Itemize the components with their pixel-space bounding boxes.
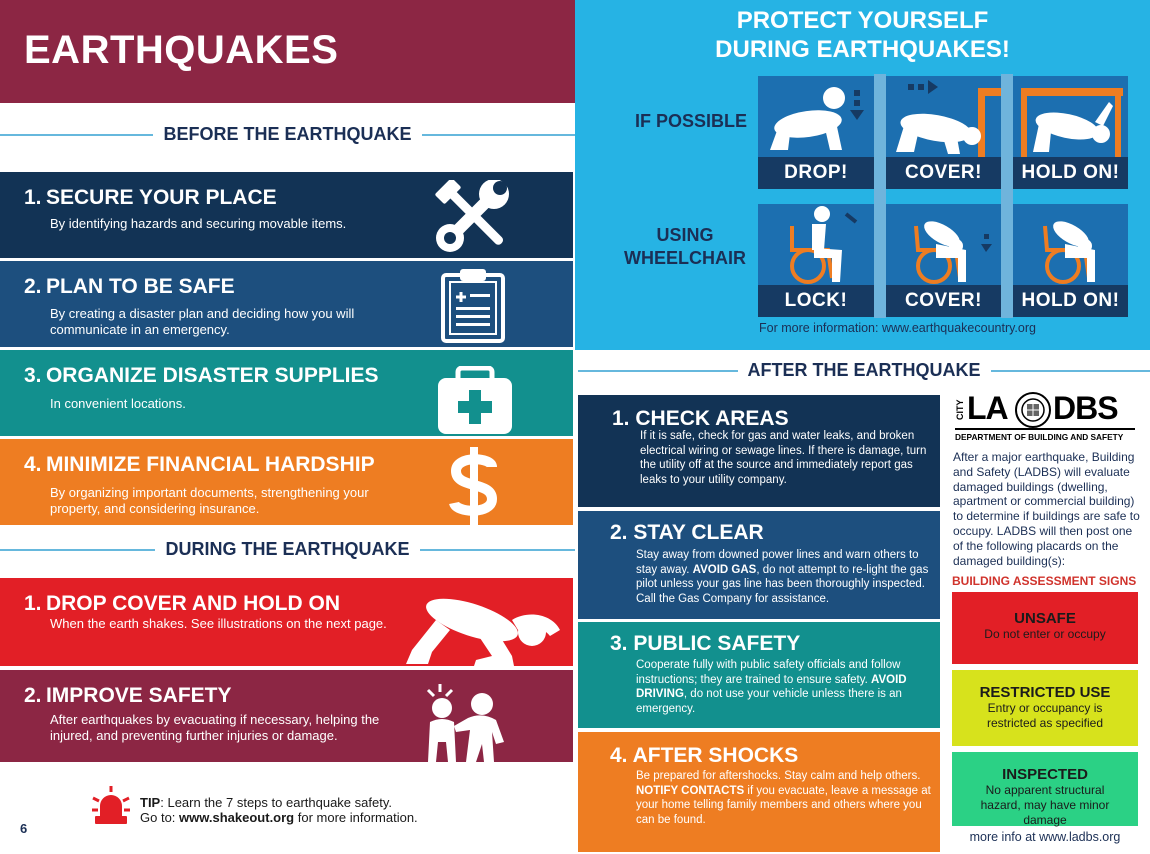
logo-dbs: DBS: [1053, 390, 1118, 426]
hold-on-wheelchair-illustration: [1013, 204, 1128, 286]
ladbs-text: After a major earthquake, Building and Safety (LADBS) will evaluate damaged buildings (dwelling, apartment or commercial building) to determine if buildings are safe to occupy. LADBS will then post one of the following placards on the damaged building(s):: [953, 450, 1140, 568]
drop-caption: DROP!: [758, 157, 874, 189]
hold-on-wheelchair-caption: HOLD ON!: [1013, 285, 1128, 317]
after-item-public-safety: [578, 622, 940, 728]
during-heading: DURING THE EARTHQUAKE: [155, 539, 419, 559]
lock-wheelchair-illustration: [758, 204, 874, 286]
tile-separator: [874, 74, 886, 318]
tip-label: TIP: [140, 795, 161, 810]
item-number: 4.: [24, 453, 42, 476]
row2-label-line1: USING: [656, 225, 714, 245]
ladbs-logo: [955, 392, 1135, 444]
logo-city: CITY: [955, 399, 965, 420]
tile-separator: [1001, 74, 1013, 318]
city-seal-icon: [1015, 392, 1051, 433]
item-title: PLAN TO BE SAFE: [45, 275, 235, 298]
cover-illustration: [886, 76, 1001, 158]
item-body: Stay away from downed power lines and warn others to stay away. AVOID GAS, do not attempt to re-light the gas pilot unless your gas line has been thoroughly inspected. Call the Gas Company for assistance.: [636, 549, 929, 606]
item-number: 1.: [612, 407, 630, 430]
item-title: PUBLIC SAFETY: [633, 632, 801, 655]
crouching-person-icon: [402, 590, 572, 671]
item-title: MINIMIZE FINANCIAL HARDSHIP: [45, 453, 375, 476]
before-item-secure: [0, 172, 573, 258]
hold-on-caption: HOLD ON!: [1013, 157, 1128, 189]
before-heading-wrap: [0, 124, 575, 145]
sign-desc: No apparent structural hazard, may have minor damage: [980, 783, 1110, 827]
item-title: DROP COVER AND HOLD ON: [45, 592, 340, 615]
protect-title-line2: DURING EARTHQUAKES!: [715, 36, 1010, 63]
protect-title-line1: PROTECT YOURSELF: [736, 7, 989, 34]
protect-more-info[interactable]: For more information: www.earthquakecountry.org: [759, 321, 1036, 335]
during-heading-wrap: [0, 539, 575, 560]
title-banner: [0, 0, 575, 103]
cover-caption: COVER!: [886, 157, 1001, 189]
item-number: 1.: [24, 592, 42, 615]
item-body: If it is safe, check for gas and water leaks, and broken electrical wiring or sewage lines. If there is damage, turn the utility off at the source and immediately report gas leaks to your utility company.: [640, 430, 927, 487]
logo-rule: [955, 428, 1135, 430]
signs-heading: BUILDING ASSESSMENT SIGNS: [952, 574, 1137, 588]
item-number: 3.: [610, 632, 628, 655]
cover-wheelchair-illustration: [886, 204, 1001, 286]
first-aid-kit-icon: [436, 366, 514, 441]
logo-subtitle: DEPARTMENT OF BUILDING AND SAFETY: [955, 432, 1124, 442]
item-number: 2.: [610, 521, 628, 544]
lock-caption: LOCK!: [758, 285, 874, 317]
during-item-improve: [0, 670, 573, 762]
item-title: CHECK AREAS: [635, 407, 789, 430]
before-heading: BEFORE THE EARTHQUAKE: [153, 124, 421, 144]
tip-text: [140, 795, 418, 825]
item-desc: By identifying hazards and securing movable items.: [50, 216, 347, 231]
siren-icon: [90, 786, 132, 831]
logo-la: LA: [967, 390, 1008, 426]
row2-label: [618, 224, 752, 270]
tools-icon: [430, 180, 520, 261]
sign-title: UNSAFE: [1014, 610, 1076, 627]
sign-title: RESTRICTED USE: [979, 684, 1111, 701]
sign-inspected: [952, 752, 1138, 826]
sign-title: INSPECTED: [1002, 766, 1088, 783]
before-item-supplies: [0, 350, 573, 436]
sign-unsafe: [952, 592, 1138, 664]
sign-desc: Entry or occupancy is restricted as specified: [986, 701, 1104, 730]
helping-person-icon: [420, 682, 520, 767]
item-title: IMPROVE SAFETY: [45, 684, 232, 707]
after-heading-wrap: [578, 360, 1150, 381]
sign-restricted: [952, 670, 1138, 746]
hold-on-illustration: [1013, 76, 1128, 158]
item-number: 1.: [24, 186, 42, 209]
after-item-check: [578, 395, 940, 507]
item-desc: When the earth shakes. See illustrations on the next page.: [50, 616, 387, 631]
tip-line2-post: for more information.: [294, 810, 418, 825]
item-title: ORGANIZE DISASTER SUPPLIES: [45, 364, 379, 387]
item-number: 2.: [24, 684, 42, 707]
item-body: Cooperate fully with public safety officials and follow instructions; they are trained to ensure safety. AVOID DRIVING, do not use your vehicle unless there is an emergency.: [636, 659, 907, 716]
item-number: 3.: [24, 364, 42, 387]
after-heading: AFTER THE EARTHQUAKE: [738, 360, 991, 380]
item-title: SECURE YOUR PLACE: [45, 186, 277, 209]
after-item-stay-clear: [578, 511, 940, 619]
dollar-sign-icon: [448, 447, 500, 530]
during-item-drop: [0, 578, 573, 666]
item-desc: By organizing important documents, strengthening your property, and considering insurance.: [50, 485, 369, 516]
tip-line2-pre: Go to:: [140, 810, 180, 825]
item-desc: By creating a disaster plan and deciding how you will communicate in an emergency.: [50, 306, 355, 337]
drop-illustration: [758, 76, 874, 158]
protect-title: [575, 6, 1150, 64]
item-title: AFTER SHOCKS: [632, 744, 799, 767]
page-number: 6: [20, 821, 28, 836]
item-title: STAY CLEAR: [633, 521, 764, 544]
after-item-aftershocks: [578, 732, 940, 852]
item-desc: In convenient locations.: [50, 396, 186, 411]
ladbs-more-info[interactable]: more info at www.ladbs.org: [969, 830, 1121, 844]
item-desc: After earthquakes by evacuating if necessary, helping the injured, and preventing further injuries or damage.: [50, 712, 380, 743]
item-number: 4.: [610, 744, 628, 767]
before-item-plan: [0, 261, 573, 347]
before-item-financial: [0, 439, 573, 525]
sign-desc: Do not enter or occupy: [984, 627, 1106, 641]
item-body: Be prepared for aftershocks. Stay calm and help others. NOTIFY CONTACTS if you evacuate, leave a message at your home telling family members and others where you can be found.: [636, 770, 931, 827]
tip-link[interactable]: www.shakeout.org: [179, 810, 295, 825]
row2-label-line2: WHEELCHAIR: [624, 248, 746, 268]
row1-label: IF POSSIBLE: [634, 111, 748, 131]
cover-wheelchair-caption: COVER!: [886, 285, 1001, 317]
clipboard-icon: [440, 267, 506, 348]
page-title: EARTHQUAKES: [24, 28, 339, 72]
tip-line1: : Learn the 7 steps to earthquake safety.: [160, 795, 392, 810]
item-number: 2.: [24, 275, 42, 298]
